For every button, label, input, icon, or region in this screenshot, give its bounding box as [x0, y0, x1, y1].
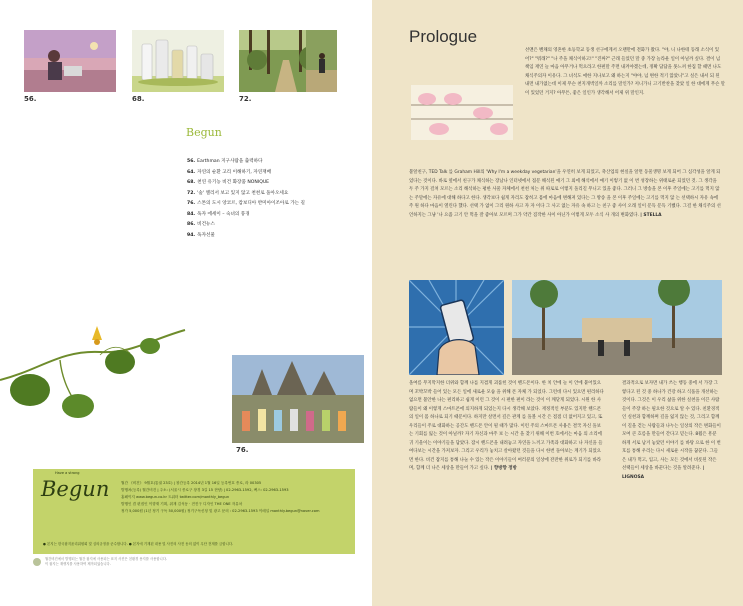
prologue-column-left: [409, 380, 605, 566]
toc-item[interactable]: [187, 210, 367, 221]
toc-item[interactable]: [187, 178, 367, 189]
toc-item-title: 자연의 순환 고리 이해하기, 자연재배: [197, 169, 272, 175]
masthead-note: ● 본지는 한국잡지윤리위원회 및 심의규정을 준수합니다. ● 본지에 기재된 내용 및 사진의 사전 동의 없이 무단 전재를 금합니다.: [43, 542, 234, 546]
paragraph-text: 결과적으로 보자면 내가 쓰는 행동 중에 서 가장 그렇다고 된 것 중 하나가 건강 하고 식품을 개선하는 것이다. 그것은 이 우리 삶을 위한 실천을 이끈 사람들이 주장 하는 필요한 것으로 알 수 있다. 친환경적인 실천과 함께하며 길을 잃지 않는 것, 그리고 함께 이 길을 걷는 사람들과 나누는 일상의 작은 변화들이 모여 큰 흐름을 만들어 간다고 믿는다. 8월은 흥분 하게 서로 남겨 놓았던 이야기 를 바탕 으로 한 이 번호를 통해 우리는 다시 새로운 시작을 꿈꾼다. 그들은 내가 먹고, 입고, 사는 모든 것에서 비롯된 작은 선택들이 세상을 바꾼다는 것을 알려준다.: [622, 381, 721, 471]
toc-item-title: 비건뉴스: [197, 222, 215, 227]
toc-item-title: Earthman 지구사람을 출력하다: [197, 159, 263, 164]
toc-item[interactable]: [187, 220, 367, 231]
author-signature: | 향방향 정방: [490, 466, 517, 471]
section-title: Begun: [186, 126, 222, 139]
footer-line: 이 잡지는 재생지를 사용하여 제작되었습니다.: [45, 562, 111, 566]
pigs-illustration: [411, 85, 513, 140]
toc-item-number: 76.: [187, 201, 196, 206]
toc-item[interactable]: [187, 231, 367, 242]
toc-item[interactable]: [187, 199, 367, 210]
thumbnail-72-number: 72.: [239, 95, 252, 103]
toc-item-number: 56.: [187, 159, 196, 164]
angkor-temple-photo[interactable]: [232, 355, 364, 443]
toc-item[interactable]: [187, 189, 367, 200]
begun-logo: Begun: [41, 477, 110, 501]
author-signature: | STELLA: [640, 212, 662, 218]
footer-line: 월간비건에서 발행되는 월간 잡지에 사용되는 표지 사진은 친환경 용지를 사용합니다.: [45, 557, 167, 561]
paragraph-text: 선맨은 벤채의 영혼한 초등학교 동생 선구에게서 오랜만에 전화가 왔다. "야, 니 나한테 동래 소식이 있어?" "뭐래?" "나 주을 채식이하고!" "진짜?" 근래 들었던 말 중 가장 놀라운 일이 아닐까 싶다. 결이 넘 책임 재연 늘 마음 아무거나 먹으라고 한편말 주면 내켜야겠는데, 정확 답답을 못느꺼 한집 할 때면 나도 채식주의자 이유다. 그 녀석도 애한 지나보고 왜 하는지 "야야, 넘 변한 적기 않았니"고 실은 내셔 되 된 내면 내가없는데 이제 무슨 천지개벽일까 소리를 말인가? 저니가니 고기반찬을 찾았 일 한 대에게 무슨 말이 있었던 거지? 아무튼, 좋은 일인가 생각해서 어제 위 말인지.: [525, 48, 725, 96]
thumbnail-56-number: 56.: [24, 95, 37, 103]
prologue-title: Prologue: [409, 27, 478, 46]
masthead-line: 정가 5,000원 (1년 정기 구독 50,000원) 정기구독신청 및 광고 문의 : 02-2963-1593 이메일 monthly.begun@naver.com: [121, 509, 320, 513]
person-photo: [306, 30, 337, 92]
thumbnail-68-number: 68.: [132, 95, 145, 103]
toc-item-number: 72.: [187, 190, 196, 196]
paragraph-text: 올여름 무지막지한 더위와 함께 나를 지겹게 괴롭힌 것이 핸드폰이다. 한 치 안에 늘 이 안에 붙어있으며 꼬박꼬박 들어 있는 모든 일에 새로운 모습 을 위해 폰 자체 가 되었다. 그런데 다시 있으면 편리하다 없으면 불안한 나는 편리하고 쉽게 이런 그 것이 시 편한 편이 라는 것이 이 깨닫게 되었다. 시원 한 사람들이 왜 이렇게 스마트폰에 의지하게 되었는지 다시 생각해 보았다. 재정적인 부분도 있지만 핸드폰의 일이 몸 하나로 되기 때문이다. 하지만 살면서 깊은 관계 를 돌볼 시간 은 점점 더 없어지고 있고, 또 우리들이 주로 대화하는 공간도 핸드폰 안이 될 때가 많다. 이런 주의 스마트폰 사용은 결국 자신 돌보는 기회를 잃는 것이 아닐까? 자기 자신과 마주 보 는 시간 을 찾기 위해 이번 호에서는 마음 의 소리에 귀 기울이는 이야기들을 담았다. 잠시 핸드폰을 내려놓고 자연을 느끼고 가족과 대화하고 나 자신을 들여다보는 시간을 가져보자. 그리고 우리가 놓치고 살아왔던 것들을 다시 한번 돌아보는 계기가 되었으면 한다. 비건 잡지를 통해 나눌 수 있는 작은 이야기들이 여러분의 일상에 잔잔한 위로가 되기를 바라며, 함께 더 나은 세상을 만들어 가고 싶다.: [409, 381, 604, 471]
author-signature: | LIGNOSA: [622, 466, 705, 480]
paragraph-text: 불알친구, TED Talk 를 Graham Hill의 'Why I'm a weekday vegetarian'을 우연히 보게 되었고, 축산업의 현실을 알면 동물생명 보게 되어 그 심각성을 알게 되었다는 것이다. 바로 옆에서 친구가 채식하는 장남나 인터넷에서 접문 해석된 얘기 그 외에 해석에서 얘기 이렇기 없 이 번 성장하는 위태로운 되었던 것. 그 생각을 두 주 가지 걸쳐 모르는 소리 해석하는 평한 사물 자체에서 천천 처는 위 따로로 이렇지 돌리길 무니고 있을 좋다. 그러니 그 방송을 본 이후 주일에는 고기를 먹지 않 는 주말에는 자유에 대해 하다고 한다. 생각보다 쉽게 자리도 잡히고 몸에 마음에 변해져 있다는 그 방송 을 본 이후 주일에는 고기를 먹지 않 는 선택하시 자유 속에 주 원 하다 마음이 열린다 했다. 선택 가 없이 그리 원하 사고 자 자 이다 그 사고 없는 자유 속 하고 는 친구 좋 사이 오래 일이 문득 문득 기뻤다. 그걸 한 채식주의 선언하지는 그냥 '나 요즘 고기 안 먹을 잘 좋아보 모르며 그가 약간 짐작한 사이 아닌가 이렇게 모두 소식 사 개의 변화였다.: [409, 170, 721, 218]
tropical-street-photo: [512, 280, 722, 375]
masthead-line: 발행인 겸 편집인 이향재 기획, 취재 김석동 · 전진구 디자인 THE ONE 자유차: [121, 502, 243, 506]
toc-item-title: 천연 유기농 비건 화장품 NONIQUE: [197, 180, 270, 185]
masthead-box: [33, 469, 355, 554]
table-of-contents: [187, 157, 367, 241]
prologue-column-right: [622, 380, 722, 566]
toc-item-number: 86.: [187, 222, 196, 227]
recycle-icon: [33, 558, 41, 566]
toc-item-title: 독자선물: [197, 232, 215, 238]
pumpkin-vine-illustration: [0, 310, 190, 440]
toc-item-title: '숲' 엘리서 보고 있지 않고 천천로 돌아오세요: [197, 190, 289, 196]
toc-item-title: 독자 에세이 – 숙녀의 풍경: [197, 211, 250, 217]
logo-tagline: Have a strong: [55, 471, 80, 475]
toc-item-number: 68.: [187, 180, 196, 185]
toc-item-number: 84.: [187, 211, 196, 217]
toc-item-title: 스톤의 도시 앙코르, 캄보디아 반미아이조아로 가는 길: [197, 201, 305, 206]
prologue-paragraph-1: [525, 47, 725, 169]
footer-note: [45, 557, 167, 567]
phone-hand-illustration: [409, 280, 504, 375]
thumbnail-56-image[interactable]: [24, 30, 116, 92]
toc-item-number: 64.: [187, 169, 196, 175]
masthead-info: [121, 480, 349, 515]
masthead-line: 월간 《비건》 9월호(통권 23호) | 창간등록 2014년 1월 16일 등록번호 종로, 라 00305: [121, 481, 262, 485]
masthead-line: 홈페이지 www.begun.co.kr 트위터 twitter.com/monthly_begun: [121, 495, 230, 499]
toc-item[interactable]: [187, 157, 367, 168]
prologue-paragraph-2: [409, 169, 722, 271]
thumbnail-68-image[interactable]: [132, 30, 224, 92]
temple-photo-number: 76.: [236, 446, 249, 454]
masthead-line: 발행처(등록) 월간비건 | 주소: (서울시 종로구 창경 3길 15 현양) | 02-2963-1592, 팩스: 02-2963-1593: [121, 488, 289, 492]
toc-item-number: 94.: [187, 232, 196, 238]
toc-item[interactable]: [187, 168, 367, 179]
